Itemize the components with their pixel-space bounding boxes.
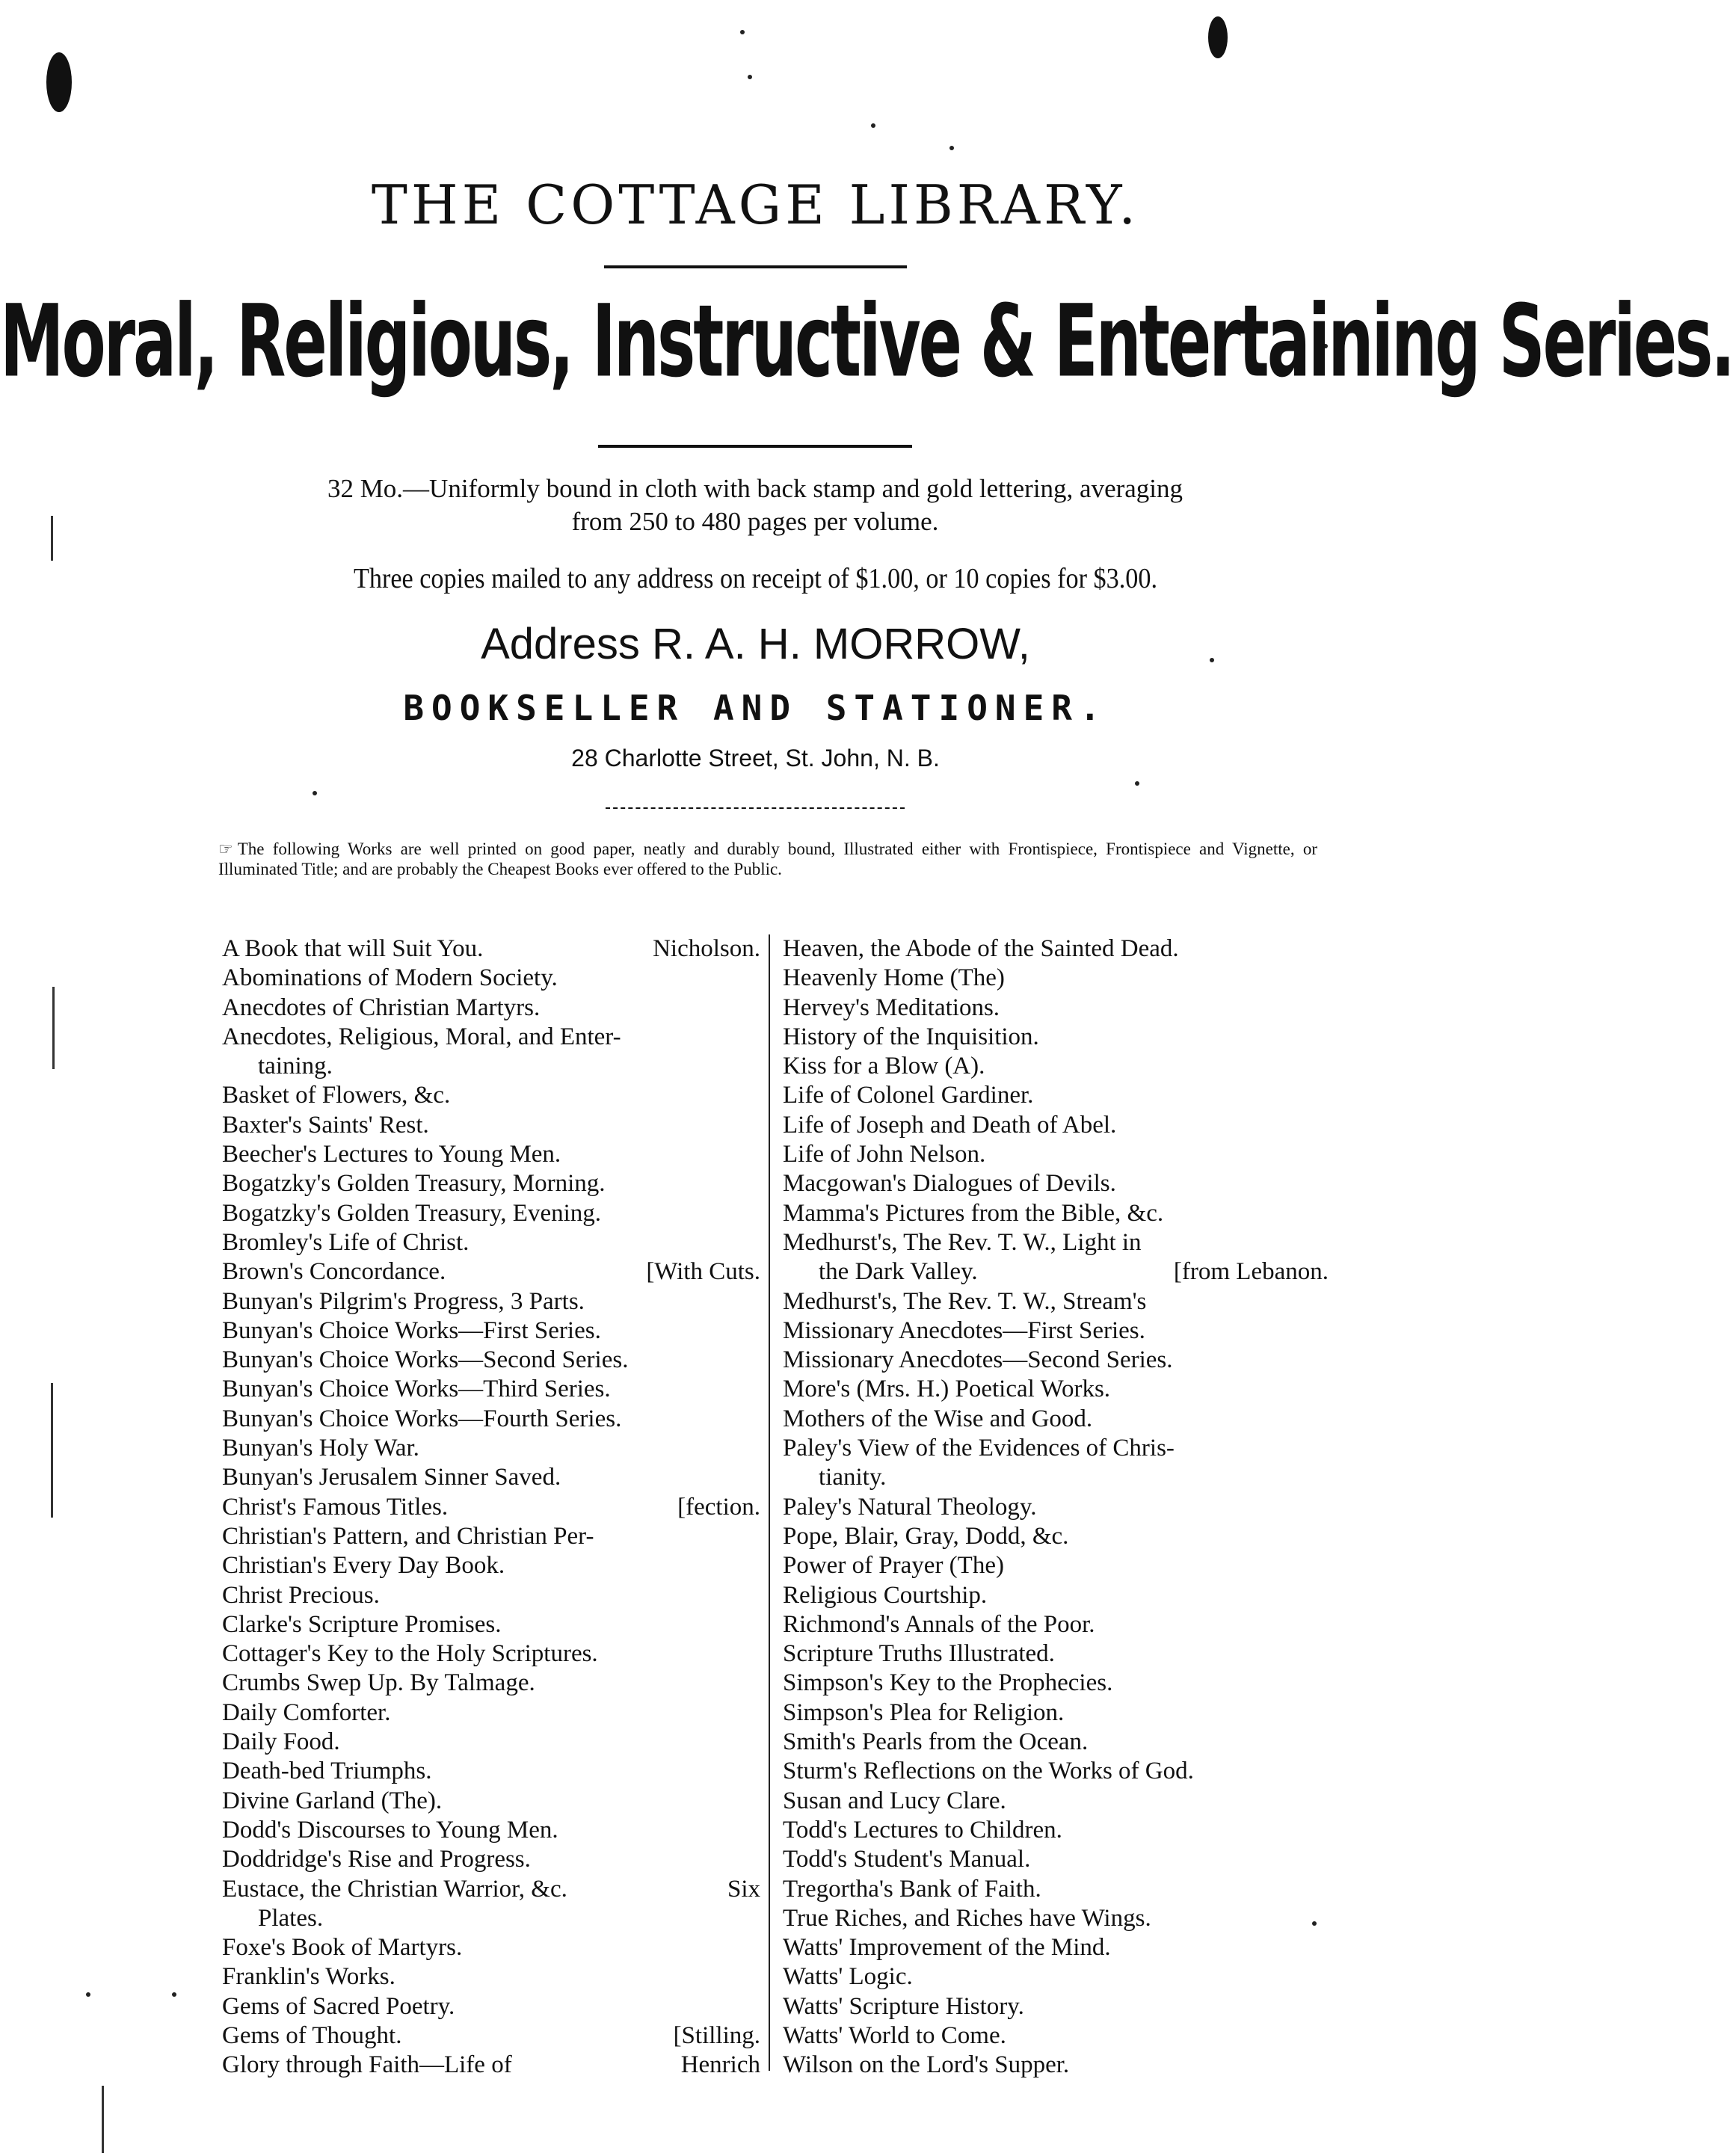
book-title-text: Christian's Every Day Book.	[222, 1552, 505, 1580]
book-title-text: Bunyan's Choice Works—Fourth Series.	[222, 1405, 622, 1432]
book-title-entry	[222, 1405, 760, 1434]
book-title-entry	[222, 1522, 760, 1551]
ink-blot	[1208, 16, 1228, 58]
book-title-continuation: [from Lebanon.	[1173, 1258, 1329, 1286]
book-title-text: Bromley's Life of Christ.	[222, 1228, 470, 1256]
ink-blot	[46, 52, 72, 112]
book-title-entry	[783, 1493, 1329, 1522]
scan-edge-mark	[51, 1383, 53, 1518]
book-title-text: Bunyan's Pilgrim's Progress, 3 Parts.	[222, 1287, 585, 1315]
book-title-text: Gems of Thought.	[222, 2021, 402, 2049]
book-title-text: Scripture Truths Illustrated.	[783, 1640, 1055, 1668]
format-line-1: 32 Mo.—Uniformly bound in cloth with back stamp and gold lettering, averaging	[327, 474, 1183, 503]
book-title-text: Mamma's Pictures from the Bible, &c.	[783, 1199, 1164, 1227]
book-title-text: Divine Garland (The).	[222, 1787, 443, 1814]
book-title-entry	[783, 1962, 1329, 1992]
book-title-entry	[783, 1052, 1329, 1081]
book-title-text: Beecher's Lectures to Young Men.	[222, 1141, 561, 1168]
book-title-text: Richmond's Annals of the Poor.	[783, 1610, 1095, 1638]
book-title-entry	[222, 1816, 760, 1845]
book-title-entry	[222, 1787, 760, 1816]
book-title-text: Watts' Scripture History.	[783, 1992, 1024, 2020]
book-title-text: Bunyan's Jerusalem Sinner Saved.	[222, 1464, 561, 1491]
book-title-entry	[222, 1551, 760, 1580]
column-divider	[769, 934, 770, 2071]
book-title-entry	[222, 1316, 760, 1346]
book-title-text: True Riches, and Riches have Wings.	[783, 1904, 1151, 1932]
book-title-text: History of the Inquisition.	[783, 1023, 1039, 1050]
book-title-entry	[783, 1522, 1329, 1551]
book-title-entry	[783, 2051, 1329, 2080]
book-title-text: Bunyan's Choice Works—Second Series.	[222, 1346, 629, 1374]
book-title-text: Power of Prayer (The)	[783, 1552, 1004, 1580]
book-title-entry	[783, 1875, 1329, 1904]
book-title-text: Baxter's Saints' Rest.	[222, 1111, 429, 1139]
book-title-entry	[783, 1228, 1329, 1257]
book-title-entry	[783, 964, 1329, 993]
book-title-entry	[783, 1257, 1329, 1287]
ink-speck	[86, 1992, 90, 1997]
book-title-text: Hervey's Meditations.	[783, 994, 1000, 1021]
book-title-text: Religious Courtship.	[783, 1581, 988, 1609]
book-title-text: Brown's Concordance.	[222, 1258, 446, 1286]
book-title-entry	[222, 1610, 760, 1639]
book-title-text: More's (Mrs. H.) Poetical Works.	[783, 1376, 1111, 1403]
book-title-text: Heaven, the Abode of the Sainted Dead.	[783, 935, 1179, 962]
book-title-entry	[222, 964, 760, 993]
book-title-text: Foxe's Book of Martyrs.	[222, 1934, 463, 1962]
book-title-text: Missionary Anecdotes—Second Series.	[783, 1346, 1173, 1374]
book-title-entry	[783, 934, 1329, 964]
book-title-text: Daily Comforter.	[222, 1698, 391, 1726]
series-heading: Moral, Religious, Instructive & Entertaining Series.	[0, 284, 1733, 400]
book-title-text: Franklin's Works.	[222, 1963, 395, 1991]
book-title-text: Medhurst's, The Rev. T. W., Light in	[783, 1228, 1142, 1256]
book-title-entry	[783, 1698, 1329, 1728]
book-title-text: the Dark Valley.	[819, 1258, 978, 1286]
book-title-entry	[783, 1199, 1329, 1228]
book-title-text: Smith's Pearls from the Ocean.	[783, 1728, 1089, 1756]
book-title-entry	[222, 1962, 760, 1992]
book-title-entry	[222, 1698, 760, 1728]
book-title-text: Doddridge's Rise and Progress.	[222, 1846, 531, 1873]
book-title-text: Susan and Lucy Clare.	[783, 1787, 1006, 1814]
book-title-text: Dodd's Discourses to Young Men.	[222, 1816, 558, 1844]
book-title-text: Medhurst's, The Rev. T. W., Stream's	[783, 1287, 1147, 1315]
book-title-entry	[222, 2051, 760, 2080]
book-title-entry	[783, 1728, 1329, 1757]
book-title-text: Watts' World to Come.	[783, 2021, 1006, 2049]
book-title-text: Daily Food.	[222, 1728, 340, 1756]
book-title-text: Christ's Famous Titles.	[222, 1493, 449, 1521]
book-title-text: taining.	[258, 1053, 333, 1080]
book-title-text: Simpson's Key to the Prophecies.	[783, 1669, 1113, 1697]
book-title-entry	[222, 1493, 760, 1522]
book-title-text: Life of Joseph and Death of Abel.	[783, 1111, 1117, 1139]
book-title-text: Tregortha's Bank of Faith.	[783, 1875, 1041, 1903]
book-title-text: Watts' Logic.	[783, 1963, 913, 1991]
book-title-text: Life of John Nelson.	[783, 1141, 986, 1168]
ink-speck	[172, 1992, 176, 1997]
book-title-entry	[783, 1140, 1329, 1169]
book-title-text: Bunyan's Holy War.	[222, 1435, 419, 1462]
ink-speck	[1135, 781, 1139, 786]
pointing-hand-icon: ☞	[218, 840, 233, 858]
book-title-entry	[783, 1287, 1329, 1316]
book-title-text: Pope, Blair, Gray, Dodd, &c.	[783, 1522, 1069, 1550]
book-title-entry	[783, 1463, 1329, 1492]
book-title-text: Crumbs Swep Up. By Talmage.	[222, 1669, 535, 1697]
book-title-entry	[783, 1757, 1329, 1786]
book-title-entry	[783, 1434, 1329, 1463]
book-title-continuation: Six	[727, 1875, 760, 1903]
book-title-text: Bunyan's Choice Works—Third Series.	[222, 1376, 611, 1403]
book-title-continuation: [Stilling.	[673, 2021, 760, 2049]
book-title-entry	[783, 1845, 1329, 1874]
works-list-right	[783, 934, 1329, 2080]
book-title-entry	[783, 1169, 1329, 1198]
book-title-entry	[783, 1669, 1329, 1698]
book-title-entry	[222, 1757, 760, 1786]
book-title-entry	[222, 1228, 760, 1257]
book-title-text: Plates.	[258, 1904, 324, 1932]
ink-speck	[748, 75, 752, 79]
book-title-text: Glory through Faith—Life of	[222, 2051, 512, 2079]
book-title-entry	[222, 1111, 760, 1140]
book-title-text: Bogatzky's Golden Treasury, Evening.	[222, 1199, 602, 1227]
book-title-continuation: Nicholson.	[653, 935, 760, 962]
book-title-continuation: [With Cuts.	[646, 1258, 760, 1286]
book-title-continuation: [fection.	[677, 1493, 760, 1521]
book-title-entry	[222, 994, 760, 1023]
quality-notice	[218, 839, 1317, 879]
book-title-text: Macgowan's Dialogues of Devils.	[783, 1170, 1116, 1198]
ink-speck	[949, 146, 954, 150]
book-title-entry	[222, 1287, 760, 1316]
book-title-entry	[783, 1816, 1329, 1845]
book-title-entry	[222, 1728, 760, 1757]
book-title-text: Clarke's Scripture Promises.	[222, 1610, 502, 1638]
book-title-text: Gems of Sacred Poetry.	[222, 1992, 455, 2020]
book-title-entry	[783, 1904, 1329, 1933]
book-title-entry	[222, 1904, 760, 1933]
book-title-entry	[783, 1405, 1329, 1434]
book-title-entry	[222, 934, 760, 964]
address-rule	[606, 807, 905, 809]
series-rule	[598, 445, 912, 448]
book-title-text: Todd's Lectures to Children.	[783, 1816, 1062, 1844]
book-title-entry	[783, 1787, 1329, 1816]
book-title-text: Eustace, the Christian Warrior, &c.	[222, 1875, 567, 1903]
seller-street: 28 Charlotte Street, St. John, N. B.	[571, 745, 940, 771]
book-title-entry	[222, 1052, 760, 1081]
ink-speck	[313, 791, 317, 795]
seller-name: Address R. A. H. MORROW,	[481, 620, 1030, 668]
book-title-text: Anecdotes, Religious, Moral, and Enter-	[222, 1023, 621, 1050]
book-title-text: Heavenly Home (The)	[783, 964, 1005, 992]
book-title-entry	[783, 994, 1329, 1023]
book-title-text: Simpson's Plea for Religion.	[783, 1698, 1065, 1726]
book-title-entry	[222, 1023, 760, 1052]
book-title-text: Life of Colonel Gardiner.	[783, 1082, 1034, 1109]
scan-edge-mark	[52, 987, 55, 1069]
book-title-entry	[222, 1081, 760, 1110]
book-title-entry	[783, 1316, 1329, 1346]
book-title-text: Watts' Improvement of the Mind.	[783, 1934, 1111, 1962]
book-title-entry	[222, 1199, 760, 1228]
format-line-2: from 250 to 480 pages per volume.	[571, 507, 939, 536]
book-title-text: Paley's View of the Evidences of Chris-	[783, 1435, 1175, 1462]
book-title-entry	[222, 1140, 760, 1169]
book-title-text: Kiss for a Blow (A).	[783, 1053, 985, 1080]
book-title-entry	[222, 1346, 760, 1375]
book-title-entry	[222, 1639, 760, 1669]
mail-offer: Three copies mailed to any address on receipt of $1.00, or 10 copies for $3.00.	[353, 563, 1158, 594]
book-title-entry	[783, 1639, 1329, 1669]
book-title-text: A Book that will Suit You.	[222, 935, 484, 962]
book-title-text: Missionary Anecdotes—First Series.	[783, 1316, 1145, 1344]
book-title-text: Abominations of Modern Society.	[222, 964, 558, 992]
book-title-text: Basket of Flowers, &c.	[222, 1082, 451, 1109]
book-title-text: Cottager's Key to the Holy Scriptures.	[222, 1640, 598, 1668]
book-title-entry	[783, 1111, 1329, 1140]
book-title-entry	[783, 1081, 1329, 1110]
book-title-entry	[222, 1875, 760, 1904]
book-title-entry	[222, 1933, 760, 1962]
book-title-text: Christ Precious.	[222, 1581, 380, 1609]
book-title-entry	[783, 1933, 1329, 1962]
seller-trade: BOOKSELLER AND STATIONER.	[403, 688, 1108, 728]
book-title-entry	[783, 1346, 1329, 1375]
book-title-text: Todd's Student's Manual.	[783, 1846, 1031, 1873]
book-title-text: tianity.	[819, 1464, 887, 1491]
book-title-entry	[783, 1023, 1329, 1052]
book-title-entry	[222, 1169, 760, 1198]
book-title-entry	[783, 1375, 1329, 1404]
works-list-left	[222, 934, 760, 2080]
book-title-entry	[783, 1581, 1329, 1610]
book-title-text: Christian's Pattern, and Christian Per-	[222, 1522, 594, 1550]
book-title-entry	[222, 1257, 760, 1287]
ink-speck	[740, 30, 745, 34]
book-title-text: Paley's Natural Theology.	[783, 1493, 1037, 1521]
book-title-entry	[222, 1434, 760, 1463]
book-title-entry	[222, 1992, 760, 2021]
ink-speck	[871, 123, 875, 128]
book-title-entry	[222, 1845, 760, 1874]
book-title-text: Bunyan's Choice Works—First Series.	[222, 1316, 601, 1344]
book-title-continuation: Henrich	[680, 2051, 760, 2079]
book-title-entry	[783, 2021, 1329, 2051]
book-title-text: Death-bed Triumphs.	[222, 1758, 432, 1785]
scan-edge-mark	[51, 516, 53, 561]
book-title-entry	[222, 1669, 760, 1698]
book-title-text: Sturm's Reflections on the Works of God.	[783, 1758, 1194, 1785]
book-title-entry	[222, 2021, 760, 2051]
book-title-entry	[222, 1581, 760, 1610]
book-title-entry	[783, 1992, 1329, 2021]
book-title-text: Wilson on the Lord's Supper.	[783, 2051, 1070, 2079]
book-title-entry	[222, 1375, 760, 1404]
notice-text: The following Works are well printed on good paper, neatly and durably bound, Illustrated either with Frontispiece, Frontispiece and Vignette, or Illuminated Title; and are probably the Cheapest Books ever offered to the Public.	[218, 840, 1317, 878]
format-description	[187, 472, 1323, 538]
book-title-text: Mothers of the Wise and Good.	[783, 1405, 1093, 1432]
title-rule	[604, 265, 907, 268]
book-title-entry	[222, 1463, 760, 1492]
scan-edge-mark	[102, 2086, 104, 2153]
book-title-text: Anecdotes of Christian Martyrs.	[222, 994, 541, 1021]
page-title: THE COTTAGE LIBRARY.	[371, 173, 1140, 236]
book-title-text: Bogatzky's Golden Treasury, Morning.	[222, 1170, 606, 1198]
book-title-entry	[783, 1610, 1329, 1639]
book-title-entry	[783, 1551, 1329, 1580]
